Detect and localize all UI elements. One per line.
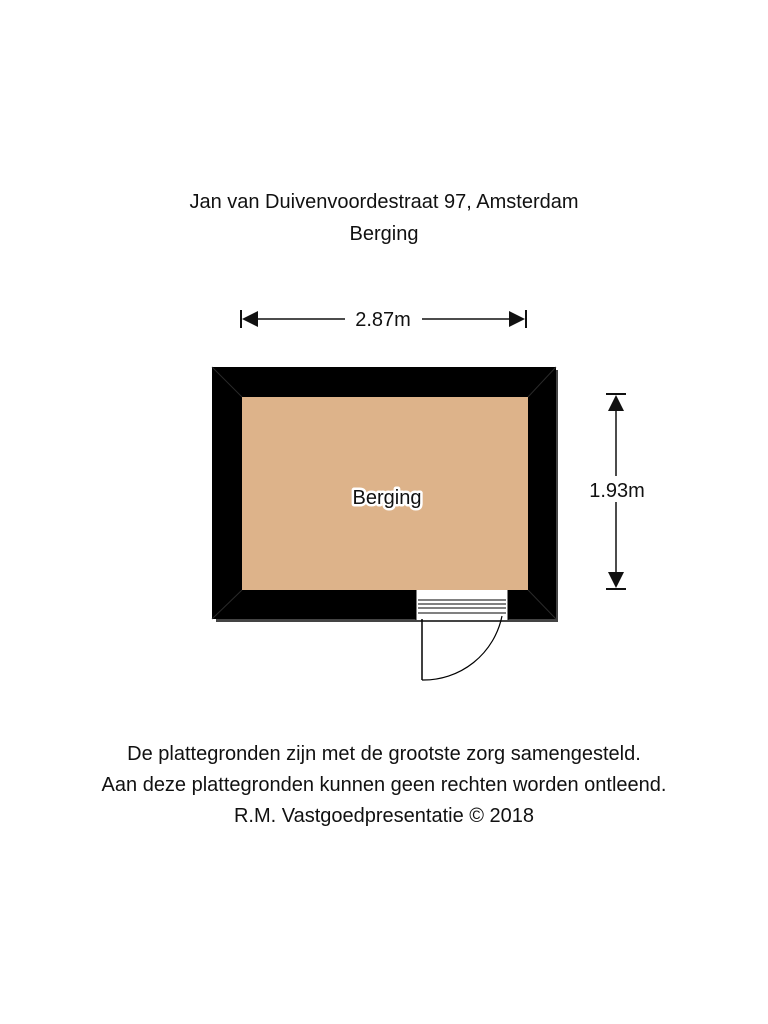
arrow-right-icon (509, 311, 525, 327)
door-swing-arc (422, 616, 502, 680)
depth-dimension (584, 394, 650, 589)
depth-label: 1.93m (589, 480, 645, 502)
copyright-notice: R.M. Vastgoedpresentatie © 2018 (233, 805, 535, 827)
disclaimer-line-2: Aan deze plattegronden kunnen geen rechten worden ontleend. (101, 774, 667, 796)
disclaimer-line-1: De plattegronden zijn met de grootste zorg samengesteld. (127, 743, 641, 765)
door (416, 590, 508, 680)
room-label: Berging (352, 487, 422, 509)
arrow-left-icon (242, 311, 258, 327)
arrow-up-icon (608, 395, 624, 411)
width-dimension (241, 309, 526, 331)
plan-subtitle: Berging (349, 223, 419, 245)
address-title: Jan van Duivenvoordestraat 97, Amsterdam (189, 191, 579, 213)
arrow-down-icon (608, 572, 624, 588)
width-label: 2.87m (355, 309, 411, 331)
